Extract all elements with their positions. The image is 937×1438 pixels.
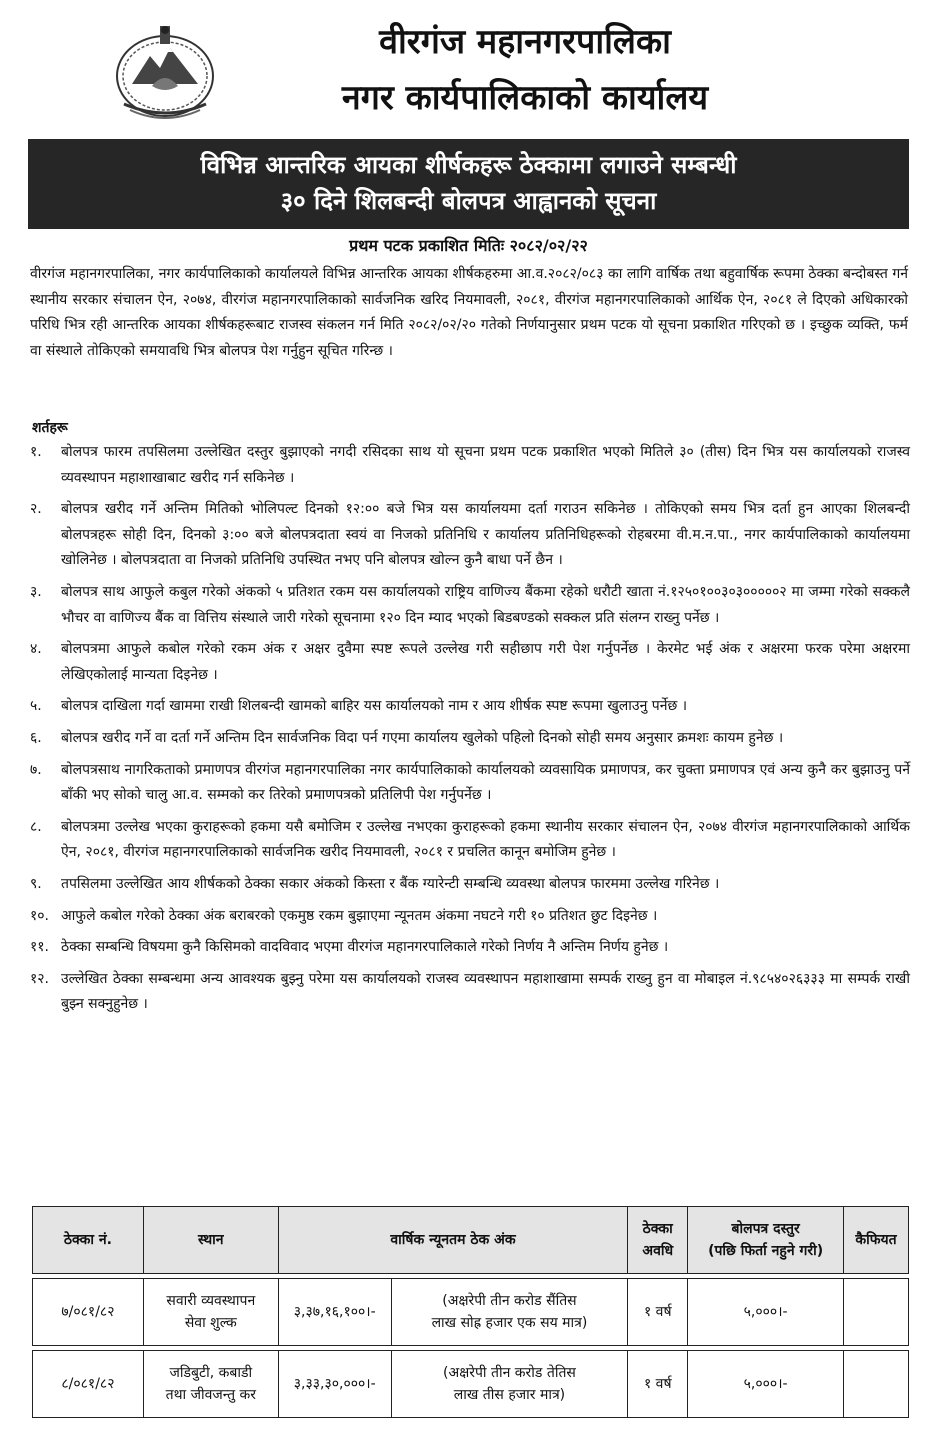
table-header-row [33, 1207, 909, 1274]
condition-item [30, 726, 910, 752]
cell-amount-words [391, 1351, 628, 1418]
cell-location [143, 1351, 278, 1418]
office-name: नगर कार्यपालिकाको कार्यालय [341, 78, 709, 118]
conditions-heading: शर्तहरू [32, 420, 68, 436]
condition-text: ठेक्का सम्बन्धि विषयमा कुनै किसिमको वादविवाद भएमा वीरगंज महानगरपालिकाले गरेको निर्णय नै अन्तिम निर्णय हुनेछ । [61, 939, 669, 956]
condition-number: ५. [30, 698, 42, 715]
col-header-contract-no: ठेक्का नं. [33, 1207, 144, 1274]
col-header-fee [688, 1207, 844, 1274]
condition-item [30, 904, 910, 930]
cell-location [143, 1279, 278, 1346]
words-line2: लाख सोह्र हजार एक सय मात्र) [431, 1315, 588, 1331]
condition-number: ११. [30, 939, 50, 956]
condition-number: २. [30, 501, 42, 518]
municipality-name: वीरगंज महानगरपालिका [379, 22, 671, 62]
cell-fee: ५,०००।- [688, 1279, 844, 1346]
cell-remarks [843, 1279, 908, 1346]
condition-text: आफुले कबोल गरेको ठेक्का अंक बराबरको एकमुष्ठ रकम बुझाएमा न्यूनतम अंकमा नघटने गरी १० प्रतिशत छुट दिइनेछ । [61, 907, 658, 924]
fee-header-line1: बोलपत्र दस्तुर [731, 1221, 800, 1237]
cell-period: १ वर्ष [628, 1351, 688, 1418]
cell-contract-no: ८/०८१/८२ [33, 1351, 144, 1418]
words-line1: (अक्षरेपी तीन करोड तेतिस [443, 1365, 576, 1381]
condition-number: १. [30, 444, 42, 460]
condition-text: बोलपत्रमा आफुले कबोल गरेको रकम अंक र अक्षर दुवैमा स्पष्ट रूपले उल्लेख गरी सहीछाप गरी पेश गर्नुपर्नेछ । केरमेट भई अंक र अक्षरमा फरक परेमा अक्षरमा लेखिएकोलाई मान्यता दिइनेछ । [61, 641, 910, 683]
condition-number: ४. [30, 641, 42, 658]
contract-table [32, 1206, 909, 1418]
condition-text: बोलपत्र दाखिला गर्दा खाममा राखी शिलबन्दी खामको बाहिर यस कार्यालयको नाम र आय शीर्षक स्पष्ट रूपमा खुलाउनु पर्नेछ । [61, 698, 688, 715]
table-row [33, 1279, 909, 1346]
condition-item [30, 872, 910, 898]
col-header-min-amount: वार्षिक न्यूनतम ठेक अंक [278, 1207, 628, 1274]
condition-item [30, 967, 910, 1018]
condition-number: ९. [30, 875, 42, 892]
condition-item [30, 935, 910, 961]
col-header-location: स्थान [143, 1207, 278, 1274]
notice-title-line2: ३० दिने शिलबन्दी बोलपत्र आह्वानको सूचना [280, 187, 657, 215]
publication-date: प्रथम पटक प्रकाशित मितिः २०८२/०२/२२ [349, 236, 588, 255]
condition-item [30, 440, 910, 491]
notice-title-banner [28, 139, 909, 229]
condition-text: तपसिलमा उल्लेखित आय शीर्षकको ठेक्का सकार अंकको किस्ता र बैंक ग्यारेन्टी सम्बन्धि व्यवस्था बोलपत्र फारममा उल्लेख गरिनेछ । [61, 875, 720, 892]
cell-contract-no: ७/०८१/८२ [33, 1279, 144, 1346]
condition-text: बोलपत्र फारम तपसिलमा उल्लेखित दस्तुर बुझाएको नगदी रसिदका साथ यो सूचना प्रथम पटक प्रकाशित भएको मितिले ३० (तीस) दिन भित्र यस कार्यालयको राजस्व व्यवस्थापन महाशाखाबाट खरीद गर्न सकिनेछ । [61, 444, 910, 486]
cell-amount: ३,३७,१६,१००।- [278, 1279, 391, 1346]
location-line1: सवारी व्यवस्थापन [166, 1293, 256, 1309]
notice-header [0, 0, 937, 140]
cell-amount: ३,३३,३०,०००।- [278, 1351, 391, 1418]
col-header-period [628, 1207, 688, 1274]
condition-text: बोलपत्र साथ आफुले कबुल गरेको अंकको ५ प्रतिशत रकम यस कार्यालयको राष्ट्रिय वाणिज्य बैंकमा रहेको धरौटी खाता नं.१२५०१००३०३०००००२ मा जम्मा गरेको सक्कलै भौचर वा वाणिज्य बैंक वा वित्तिय संस्थाले जारी गरेको सूचनामा १२० दिन म्याद भएको बिडबण्डको सक्कल प्रति संलग्न राख्नु पर्नेछ । [61, 583, 910, 626]
condition-number: ८. [30, 818, 42, 835]
condition-item [30, 637, 910, 688]
condition-item [30, 497, 910, 574]
fee-header-line2: (पछि फिर्ता नहुने गरी) [708, 1243, 824, 1259]
condition-item [30, 694, 910, 720]
condition-item [30, 815, 910, 866]
condition-item [30, 580, 910, 631]
condition-number: १२. [30, 970, 50, 987]
condition-number: १०. [30, 907, 50, 924]
condition-text: बोलपत्र खरीद गर्ने वा दर्ता गर्ने अन्तिम दिन सार्वजनिक विदा पर्न गएमा कार्यालय खुलेको पहिलो दिनको सोही समय अनुसार क्रमशः कायम हुनेछ । [61, 729, 784, 746]
notice-title-line1: विभिन्न आन्तरिक आयका शीर्षकहरू ठेक्कामा लगाउने सम्बन्धी [200, 151, 737, 179]
cell-fee: ५,०००।- [688, 1351, 844, 1418]
period-header-line1: ठेक्का [642, 1221, 673, 1237]
conditions-list [30, 440, 910, 1024]
condition-number: ६. [30, 729, 42, 746]
words-line2: लाख तीस हजार मात्र) [453, 1387, 566, 1403]
condition-item [30, 758, 910, 809]
cell-amount-words [391, 1279, 628, 1346]
intro-paragraph: वीरगंज महानगरपालिका, नगर कार्यपालिकाको कार्यालयले विभिन्न आन्तरिक आयका शीर्षकहरुमा आ.व.२०८२/०८३ का लागि वार्षिक तथा बहुवार्षिक रूपमा ठेक्का बन्दोबस्त गर्न स्थानीय सरकार संचालन ऐन, २०७४, वीरगंज महानगरपालिकाको सार्वजनिक खरिद नियमावली, २०८१, वीरगंज महानगरपालिकाको आर्थिक ऐन, २०८१ ले दिएको अधिकारको परिधि भित्र रही आन्तरिक आयका शीर्षकहरूबाट राजस्व संकलन गर्न मिति २०८२/०२/२० गतेको निर्णयानुसार प्रथम पटक यो सूचना प्रकाशित गरिएको छ । इच्छुक व्यक्ति, फर्म वा संस्थाले तोकिएको समयावधि भित्र बोलपत्र पेश गर्नुहुन सूचित गरिन्छ । [30, 266, 908, 359]
location-line2: सेवा शुल्क [184, 1315, 237, 1331]
words-line1: (अक्षरेपी तीन करोड सैंतिस [442, 1293, 577, 1309]
location-line1: जडिबुटी, कबाडी [169, 1365, 253, 1381]
nepal-emblem-icon [112, 22, 218, 122]
col-header-remarks: कैफियत [843, 1207, 908, 1274]
period-header-line2: अवधि [642, 1243, 674, 1259]
cell-remarks [843, 1351, 908, 1418]
cell-period: १ वर्ष [628, 1279, 688, 1346]
table-row [33, 1351, 909, 1418]
condition-text: उल्लेखित ठेक्का सम्बन्धमा अन्य आवश्यक बुझ्नु परेमा यस कार्यालयको राजस्व व्यवस्थापन महाशाखामा सम्पर्क राख्नु हुन वा मोबाइल नं.९८५४०२६३३३ मा सम्पर्क राखी बुझ्न सक्नुहुनेछ । [61, 970, 910, 1013]
location-line2: तथा जीवजन्तु कर [165, 1387, 257, 1403]
condition-text: बोलपत्रमा उल्लेख भएका कुराहरूको हकमा यसै बमोजिम र उल्लेख नभएका कुराहरूको हकमा स्थानीय सरकार संचालन ऐन, २०७४ वीरगंज महानगरपालिकाको आर्थिक ऐन, २०८१, वीरगंज महानगरपालिकाको सार्वजनिक खरीद नियमावली, २०८१ र प्रचलित कानून बमोजिम हुनेछ । [61, 818, 910, 861]
condition-text: बोलपत्र खरीद गर्ने अन्तिम मितिको भोलिपल्ट दिनको १२:०० बजे भित्र यस कार्यालयमा दर्ता गराउन सकिनेछ । तोकिएको समय भित्र दर्ता हुन आएका शिलबन्दी बोलपत्रहरू सोही दिन, दिनको ३:०० बजे बोलपत्रदाता स्वयं वा निजको प्रतिनिधि र कार्यालय प्रतिनिधिहरूको रोहबरमा वी.म.न.पा., नगर कार्यपालिकाको कार्यालयमा खोलिनेछ । बोलपत्रदाता वा निजको प्रतिनिधि उपस्थित नभए पनि बोलपत्र खोल्न कुनै बाधा पर्ने छैन । [61, 501, 910, 569]
condition-text: बोलपत्रसाथ नागरिकताको प्रमाणपत्र वीरगंज महानगरपालिका नगर कार्यपालिकाको कार्यालयको व्यवसायिक प्रमाणपत्र, कर चुक्ता प्रमाणपत्र एवं अन्य कुनै कर बुझाउनु पर्ने बाँकी भए सोको चालु आ.व. सम्मको कर तिरेको प्रमाणपत्रको प्रतिलिपी पेश गर्नुपर्नेछ । [61, 761, 910, 804]
condition-number: ३. [30, 583, 42, 600]
condition-number: ७. [30, 761, 42, 778]
